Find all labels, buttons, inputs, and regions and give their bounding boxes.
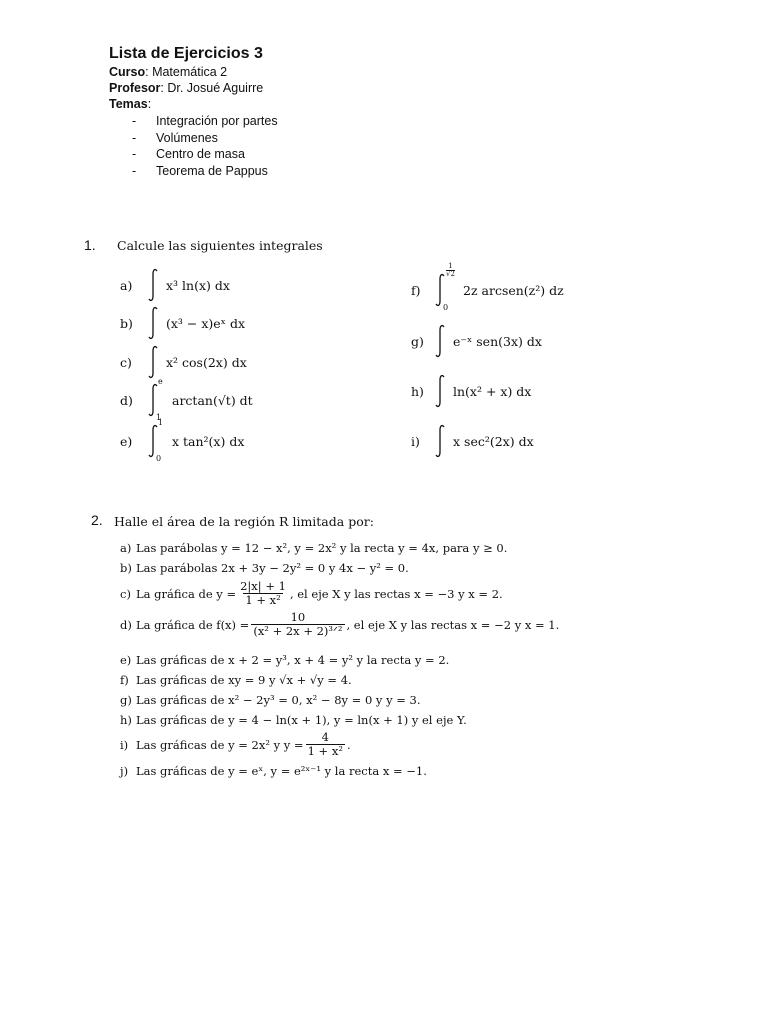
topic-item [109,113,509,130]
fraction [306,731,345,758]
topic-text: Volúmenes [156,130,218,145]
course-line [109,64,509,80]
topic-item [109,146,509,163]
bullet-dash: - [132,114,137,128]
course-value: : Matemática 2 [145,65,228,79]
integral-sign-icon [433,374,449,408]
fraction-numerator: 2|x| + 1 [240,579,286,593]
topic-text: Integración por partes [156,114,278,128]
integral-sign-icon [146,377,163,422]
upper-limit: 1 [158,418,164,427]
upper-limit [446,261,455,278]
item-text: Las gráficas de y = 4 − ln(x + 1), y = ln(x + 1) y el eje Y. [136,713,467,727]
lower-limit: 1 [156,413,162,422]
item-label: i) [411,433,420,449]
fraction [238,580,288,607]
topics-line [109,96,509,112]
item-label: h) [120,713,132,727]
integral-sign-icon [433,262,455,312]
item-label: d) [120,392,133,408]
document-header [109,44,509,179]
integral-item-c [120,345,247,379]
fraction-numerator: 4 [321,730,329,744]
item-label: b) [120,315,133,331]
item-label: g) [411,333,424,349]
upper-limit-den: √2 [446,270,455,278]
topic-text: Centro de masa [156,147,245,161]
area-item-i [120,731,351,758]
integrand: x² cos(2x) dx [166,354,247,370]
professor-value: : Dr. Josué Aguirre [160,81,264,95]
item-text: Las gráficas de xy = 9 y √x + √y = 4. [136,673,352,687]
item-text: Las parábolas y = 12 − x², y = 2x² y la recta y = 4x, para y ≥ 0. [136,541,508,555]
item-text: Las gráficas de x² − 2y³ = 0, x² − 8y = 0 y y = 3. [136,693,421,707]
item-label: f) [411,282,421,298]
item-label: e) [120,653,132,667]
integral-item-f [411,262,564,312]
area-item-j [120,764,427,778]
integral-sign-icon [146,268,162,302]
professor-line [109,80,509,96]
area-item-h [120,713,467,727]
item-text: Las gráficas de x + 2 = y³, x + 4 = y² y la recta y = 2. [136,653,450,667]
topics-colon: : [147,97,152,111]
fraction-denominator: 1 + x² [245,593,281,607]
integral-sign-icon [146,306,162,340]
area-item-f [120,673,352,687]
area-item-c [120,580,503,607]
item-label: f) [120,673,129,687]
integrand: 2z arcsen(z²) dz [463,282,564,298]
question-1-prompt: Calcule las siguientes integrales [117,238,323,253]
integrand: (x³ − x)eˣ dx [166,315,246,331]
item-label: e) [120,433,133,449]
fraction-denominator: 1 + x² [307,744,343,758]
integral-item-i [411,424,534,458]
integral-item-b [120,306,245,340]
question-1-number: 1. [84,237,96,253]
integrand: x tan²(x) dx [172,433,245,449]
item-label: a) [120,277,133,293]
integral-item-e [120,418,245,463]
item-text-pre: Las gráficas de y = 2x² y y = [136,737,304,752]
area-item-a [120,541,507,555]
item-label: b) [120,561,132,575]
integral-item-a [120,268,230,302]
item-text-pre: La gráfica de y = [136,586,237,601]
professor-label: Profesor [109,81,161,95]
item-text-pre: La gráfica de f(x) = [136,617,250,632]
item-text: Las gráficas de y = eˣ, y = e²ˣ⁻¹ y la recta x = −1. [136,764,427,778]
integral-sign-icon [146,345,162,379]
item-label: c) [120,586,131,601]
fraction [251,611,344,638]
upper-limit-num: 1 [448,262,453,270]
topics-label: Temas [109,97,148,111]
integral-sign-icon [146,418,164,463]
question-2-number: 2. [91,512,103,528]
document-title: Lista de Ejercicios 3 [109,45,263,62]
integral-sign-icon [433,324,449,358]
bullet-dash: - [132,147,137,161]
integral-item-d [120,377,253,422]
item-label: j) [120,764,129,778]
integrand: x³ ln(x) dx [166,277,230,293]
integrand: arctan(√t) dt [172,392,253,408]
integral-item-g [411,324,542,358]
integral-item-h [411,374,531,408]
item-label: g) [120,693,132,707]
item-text-post: , el eje X y las rectas x = −3 y x = 2. [289,586,503,601]
item-label: h) [411,383,424,399]
lower-limit: 0 [156,454,162,463]
question-2-prompt: Halle el área de la región R limitada por: [114,514,374,529]
fraction-numerator: 10 [290,610,306,624]
upper-limit: e [158,377,163,386]
topics-list [109,113,509,179]
area-item-g [120,693,421,707]
item-text-post: , el eje X y las rectas x = −2 y x = 1. [346,617,560,632]
area-item-d [120,611,559,638]
item-text: Las parábolas 2x + 3y − 2y² = 0 y 4x − y² = 0. [136,561,409,575]
topic-text: Teorema de Pappus [156,163,268,178]
fraction-denominator: (x² + 2x + 2)³ᐟ² [253,624,343,638]
bullet-dash: - [132,130,137,145]
item-label: a) [120,541,132,555]
area-item-b [120,561,409,575]
course-label: Curso [109,65,146,79]
integral-sign-icon [433,424,449,458]
topic-item [109,130,509,147]
item-label: c) [120,354,132,370]
integrand: x sec²(2x) dx [453,433,534,449]
item-label: d) [120,617,132,632]
item-text-post: . [346,737,351,752]
bullet-dash: - [132,163,137,178]
area-item-e [120,653,449,667]
topic-item [109,163,509,180]
integrand: e⁻ˣ sen(3x) dx [453,333,542,349]
item-label: i) [120,737,129,752]
lower-limit: 0 [443,303,449,312]
integrand: ln(x² + x) dx [453,383,532,399]
